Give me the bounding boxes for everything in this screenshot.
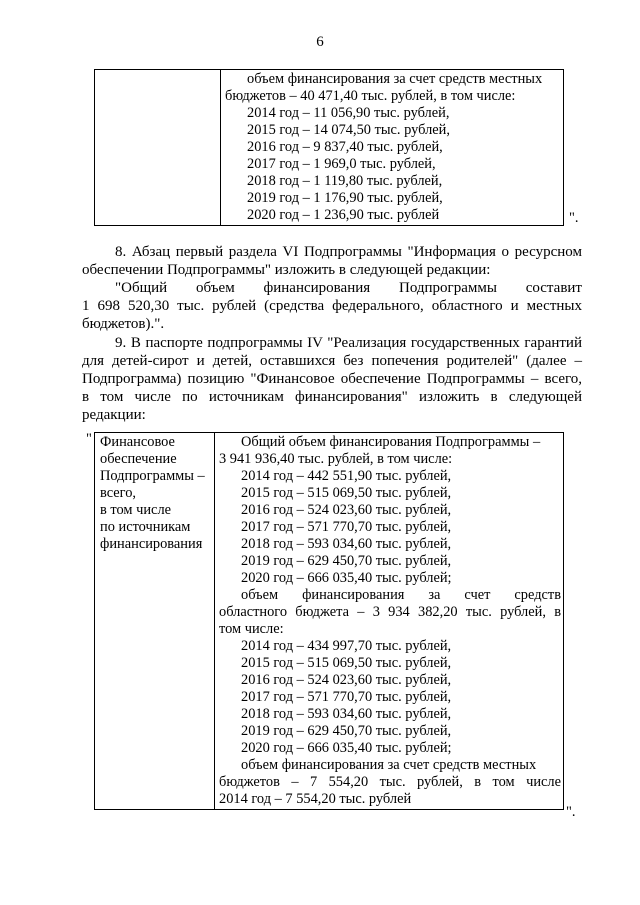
table-right-cell <box>215 433 564 810</box>
table-left-cell-empty <box>95 70 221 226</box>
page-number: 6 <box>316 34 324 50</box>
table-line: 2017 год – 1 969,0 тыс. рублей, <box>247 156 436 172</box>
table-label-line: всего, <box>100 485 136 501</box>
table-label-line: обеспечение <box>100 451 177 467</box>
paragraph-line: бюджетов).". <box>82 316 165 332</box>
table-line: 2018 год – 1 119,80 тыс. рублей, <box>247 173 443 189</box>
opening-quote: " <box>86 431 92 447</box>
table-line: объем финансирования за счет средств местных <box>247 71 543 87</box>
table-line: 2015 год – 515 069,50 тыс. рублей, <box>241 485 452 501</box>
closing-quote: ". <box>569 210 579 226</box>
paragraph-line: в том числе по источникам финансирования" изложить в следующей <box>82 389 582 405</box>
table-line: 2020 год – 666 035,40 тыс. рублей; <box>241 740 452 756</box>
table-label-line: Подпрограммы – <box>100 468 205 484</box>
table-line: 2016 год – 524 023,60 тыс. рублей, <box>241 672 452 688</box>
paragraph-line: для детей-сирот и детей, оставшихся без попечения родителей" (далее – <box>82 353 582 369</box>
table-left-cell <box>95 433 215 810</box>
table-line: 2014 год – 434 997,70 тыс. рублей, <box>241 638 452 654</box>
table-line: объем финансирования за счет средств <box>241 587 561 603</box>
table-label-line: по источникам <box>100 519 191 535</box>
table-line: 2014 год – 7 554,20 тыс. рублей <box>219 791 412 807</box>
table-line: том числе: <box>219 621 284 637</box>
table-line: Общий объем финансирования Подпрограммы – <box>241 434 541 450</box>
table-right-cell <box>221 70 564 226</box>
paragraph-line: 1 698 520,30 тыс. рублей (средства федерального, областного и местных <box>82 298 582 314</box>
closing-quote: ". <box>566 804 576 820</box>
table-line: 2019 год – 629 450,70 тыс. рублей, <box>241 723 452 739</box>
table-line: 2018 год – 593 034,60 тыс. рублей, <box>241 536 452 552</box>
table-line: 2016 год – 524 023,60 тыс. рублей, <box>241 502 452 518</box>
paragraph-line: редакции: <box>82 407 146 423</box>
table-line: областного бюджета – 3 934 382,20 тыс. рублей, в <box>219 604 561 620</box>
table-line: 2018 год – 593 034,60 тыс. рублей, <box>241 706 452 722</box>
table-line: бюджетов – 40 471,40 тыс. рублей, в том числе: <box>225 88 516 104</box>
table-line: 2015 год – 515 069,50 тыс. рублей, <box>241 655 452 671</box>
financing-table <box>94 432 564 810</box>
table-line: 2017 год – 571 770,70 тыс. рублей, <box>241 689 452 705</box>
paragraph-line: "Общий объем финансирования Подпрограммы составит <box>115 280 582 296</box>
financing-table-continuation <box>94 69 564 226</box>
table-line: 2019 год – 629 450,70 тыс. рублей, <box>241 553 452 569</box>
paragraph-line: 9. В паспорте подпрограммы IV "Реализация государственных гарантий <box>115 335 582 351</box>
paragraph-8 <box>82 243 582 333</box>
table-label-line: в том числе <box>100 502 172 518</box>
table-line: 2020 год – 1 236,90 тыс. рублей <box>247 207 440 223</box>
table-line: 2015 год – 14 074,50 тыс. рублей, <box>247 122 450 138</box>
paragraph-line: Подпрограмма) позицию "Финансовое обеспечение Подпрограммы – всего, <box>82 371 582 387</box>
table-line: 2020 год – 666 035,40 тыс. рублей; <box>241 570 452 586</box>
table-label-line: финансирования <box>100 536 203 552</box>
paragraph-9 <box>82 334 582 424</box>
paragraph-line: обеспечении Подпрограммы" изложить в следующей редакции: <box>82 262 491 278</box>
table-label-line: Финансовое <box>100 434 175 450</box>
table-line: 2019 год – 1 176,90 тыс. рублей, <box>247 190 443 206</box>
table-line: 3 941 936,40 тыс. рублей, в том числе: <box>219 451 453 467</box>
table-line: 2017 год – 571 770,70 тыс. рублей, <box>241 519 452 535</box>
table-line: 2016 год – 9 837,40 тыс. рублей, <box>247 139 443 155</box>
table-line: объем финансирования за счет средств местных <box>241 757 537 773</box>
table-line: 2014 год – 442 551,90 тыс. рублей, <box>241 468 452 484</box>
paragraph-line: 8. Абзац первый раздела VI Подпрограммы "Информация о ресурсном <box>115 244 582 260</box>
table-line: 2014 год – 11 056,90 тыс. рублей, <box>247 105 450 121</box>
table-line: бюджетов – 7 554,20 тыс. рублей, в том числе <box>219 774 561 790</box>
